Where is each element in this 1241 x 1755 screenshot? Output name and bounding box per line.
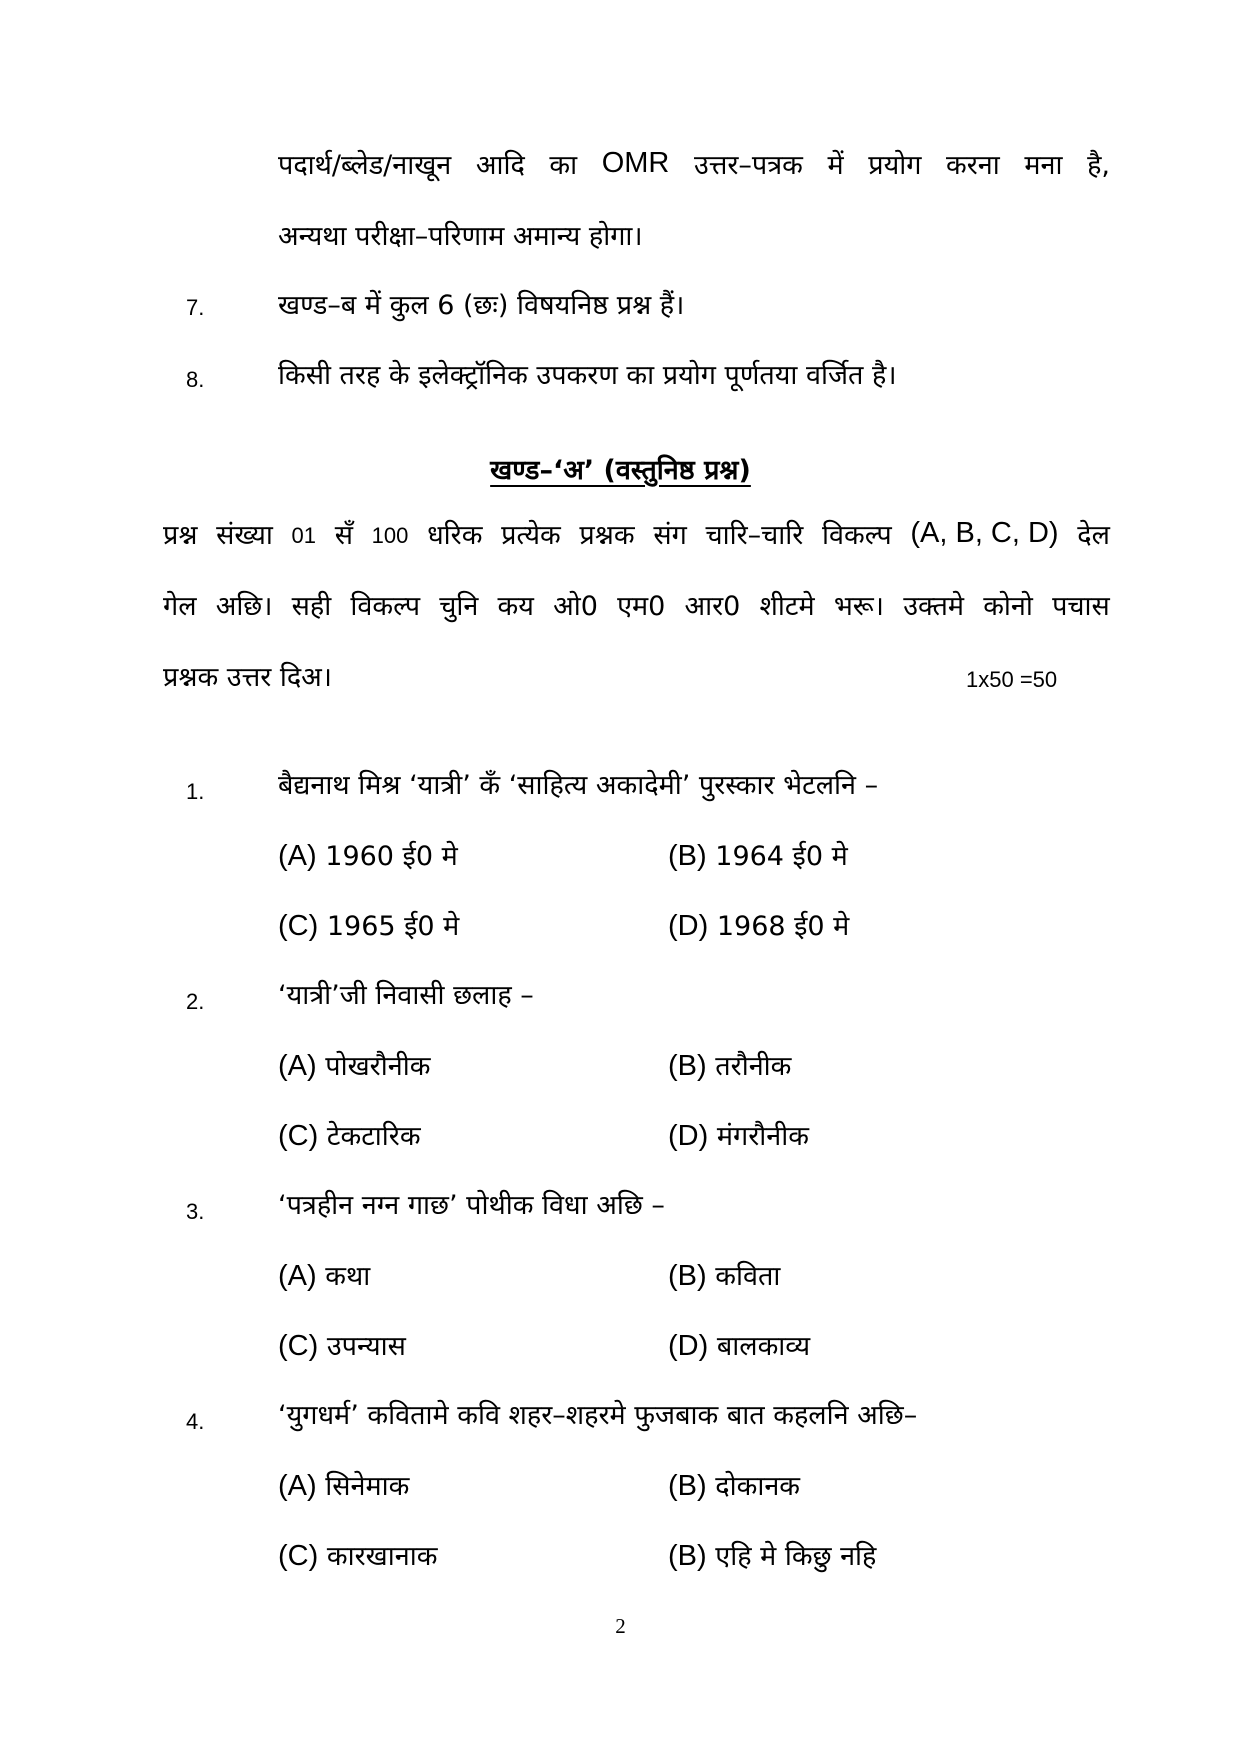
word: गेल xyxy=(163,591,197,622)
option-c xyxy=(278,912,459,941)
word: सँ xyxy=(334,520,353,551)
option-label: (C) xyxy=(278,1540,319,1572)
option-text: उपन्यास xyxy=(326,1331,406,1362)
word: शीटमे xyxy=(759,591,815,622)
instruction-text: किसी तरह के इलेक्ट्रॉनिक उपकरण का प्रयोग पूर्णतया वर्जित है। xyxy=(278,360,897,391)
option-d xyxy=(668,1542,876,1571)
word: संग xyxy=(653,520,687,551)
option-b xyxy=(668,1262,780,1291)
question-number: 2. xyxy=(186,989,205,1014)
word: संख्या xyxy=(216,520,273,551)
word: उत्तर–पत्रक xyxy=(693,150,803,181)
word: (A, B, C, D) xyxy=(910,517,1059,549)
word: सही xyxy=(291,591,332,622)
option-label: (C) xyxy=(278,1120,319,1152)
option-text: मंगरौनीक xyxy=(716,1121,809,1152)
option-label: (A) xyxy=(278,840,317,872)
word: प्रश्न xyxy=(163,520,198,551)
word: चारि–चारि xyxy=(705,520,804,551)
word: करना xyxy=(946,150,1000,181)
word: धरिक xyxy=(427,520,483,551)
option-text: कारखानाक xyxy=(326,1541,438,1572)
option-b xyxy=(668,842,848,871)
option-label: (B) xyxy=(668,1260,707,1292)
instruction-number: 7. xyxy=(186,295,205,320)
word: विकल्प xyxy=(822,520,892,551)
option-label: (A) xyxy=(278,1050,317,1082)
continuation-line-2: अन्यथा परीक्षा–परिणाम अमान्य होगा। xyxy=(278,221,643,252)
continuation-line-1 xyxy=(278,147,1110,181)
option-label: (A) xyxy=(278,1470,317,1502)
instruction-text: खण्ड–ब में कुल 6 (छः) विषयनिष्ठ प्रश्न हैं। xyxy=(278,290,685,321)
instruction-number: 8. xyxy=(186,367,205,392)
option-label: (B) xyxy=(668,1470,707,1502)
option-text: एहि मे किछु नहि xyxy=(715,1541,877,1572)
option-text: 1960 ई0 मे xyxy=(325,841,458,872)
word: पचास xyxy=(1052,591,1110,622)
option-label: (D) xyxy=(668,910,709,942)
word: कय xyxy=(497,591,534,622)
word: पदार्थ/ब्लेड/नाखून xyxy=(278,150,452,181)
page-number: 2 xyxy=(615,1614,626,1638)
option-text: तरौनीक xyxy=(715,1051,792,1082)
option-a xyxy=(278,1472,409,1501)
word: अछि। xyxy=(215,591,273,622)
word: देल xyxy=(1077,520,1110,551)
option-label: (C) xyxy=(278,910,319,942)
option-a xyxy=(278,842,458,871)
option-b xyxy=(668,1052,791,1081)
question-text: ‘युगधर्म’ कवितामे कवि शहर–शहरमे फुजबाक बात कहलनि अछि– xyxy=(278,1400,918,1431)
option-c xyxy=(278,1542,437,1571)
word: का xyxy=(549,150,578,181)
option-d xyxy=(668,912,849,941)
question-text: ‘पत्रहीन नग्न गाछ’ पोथीक विधा अछि – xyxy=(278,1190,665,1221)
option-text: 1968 ई0 मे xyxy=(716,911,850,942)
section-heading: खण्ड–‘अ’ (वस्तुनिष्ठ प्रश्न) xyxy=(490,455,751,486)
word: एम0 xyxy=(617,591,666,622)
option-label: (A) xyxy=(278,1260,317,1292)
question-number: 3. xyxy=(186,1199,205,1224)
question-text: ‘यात्री’जी निवासी छलाह – xyxy=(278,980,534,1011)
question-number: 4. xyxy=(186,1409,205,1434)
word: 100 xyxy=(371,523,409,548)
word: ओ0 xyxy=(553,591,598,622)
section-intro-line-1 xyxy=(163,517,1110,551)
word: उक्तमे xyxy=(903,591,965,622)
word: प्रयोग xyxy=(868,150,922,181)
word: प्रत्येक xyxy=(501,520,561,551)
option-label: (B) xyxy=(668,840,707,872)
question-text: बैद्यनाथ मिश्र ‘यात्री’ कँ ‘साहित्य अकादेमी’ पुरस्कार भेटलनि – xyxy=(278,770,879,801)
word: प्रश्नक xyxy=(579,520,635,551)
option-a xyxy=(278,1052,430,1081)
word: OMR xyxy=(601,147,670,179)
word: विकल्प xyxy=(350,591,421,622)
word: आर0 xyxy=(684,591,741,622)
section-intro-line-3: प्रश्नक उत्तर दिअ। xyxy=(163,662,333,693)
word: मना xyxy=(1024,150,1063,181)
word: 01 xyxy=(291,523,317,548)
option-text: सिनेमाक xyxy=(325,1471,410,1502)
option-text: 1964 ई0 मे xyxy=(715,841,848,872)
option-text: बालकाव्य xyxy=(716,1331,811,1362)
option-label: (B) xyxy=(668,1050,707,1082)
option-label: (B) xyxy=(668,1540,707,1572)
option-c xyxy=(278,1122,421,1151)
option-text: कथा xyxy=(325,1261,371,1292)
word: है, xyxy=(1087,150,1110,181)
option-text: कविता xyxy=(715,1261,781,1292)
word: आदि xyxy=(475,150,525,181)
question-number: 1. xyxy=(186,779,205,804)
option-b xyxy=(668,1472,800,1501)
option-label: (D) xyxy=(668,1120,709,1152)
option-d xyxy=(668,1122,809,1151)
section-intro-line-2 xyxy=(163,593,1110,620)
option-label: (D) xyxy=(668,1330,709,1362)
option-text: दोकानक xyxy=(715,1471,801,1502)
option-text: टेकटारिक xyxy=(326,1121,421,1152)
option-a xyxy=(278,1262,370,1291)
word: चुनि xyxy=(439,591,479,622)
word: कोनो xyxy=(983,591,1033,622)
option-c xyxy=(278,1332,406,1361)
option-d xyxy=(668,1332,810,1361)
option-text: पोखरौनीक xyxy=(325,1051,431,1082)
word: भरू। xyxy=(833,591,885,622)
word: में xyxy=(827,150,844,181)
option-text: 1965 ई0 मे xyxy=(326,911,460,942)
option-label: (C) xyxy=(278,1330,319,1362)
marks: 1x50 =50 xyxy=(966,667,1058,692)
